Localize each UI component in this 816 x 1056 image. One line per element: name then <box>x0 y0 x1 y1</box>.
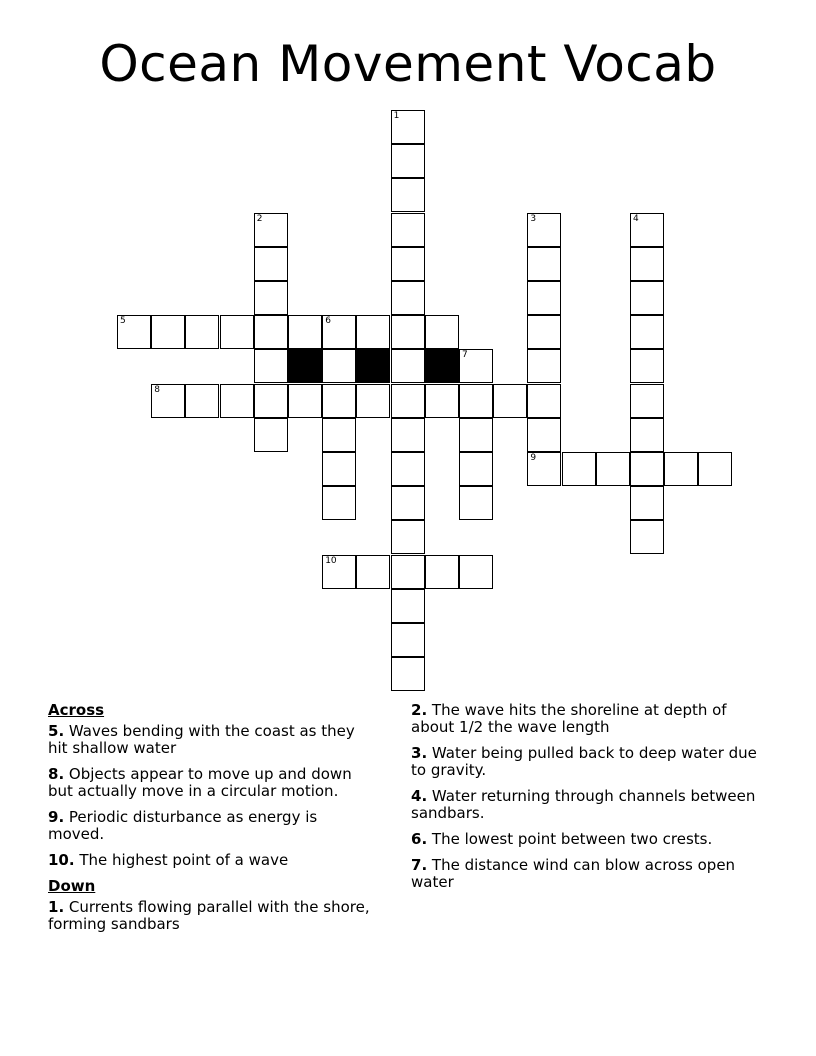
grid-cell[interactable] <box>220 384 254 418</box>
clue-across-9: 9. Periodic disturbance as energy is moved. <box>48 808 318 843</box>
grid-cell[interactable] <box>493 384 527 418</box>
grid-cell[interactable] <box>425 384 459 418</box>
grid-cell[interactable] <box>391 589 425 623</box>
across-heading: Across <box>48 701 105 719</box>
grid-cell[interactable] <box>254 418 288 452</box>
clue-down-7: 7. The distance wind can blow across open water <box>411 856 736 891</box>
clue-text: Objects appear to move up and down but actually move in a circular motion. <box>48 765 352 800</box>
clue-number: 10 <box>48 851 69 869</box>
grid-cell[interactable] <box>527 349 561 383</box>
cell-number: 8 <box>154 384 160 395</box>
cell-number: 4 <box>633 213 639 224</box>
clue-text: Periodic disturbance as energy is moved. <box>48 808 318 843</box>
grid-cell[interactable] <box>527 384 561 418</box>
grid-cell[interactable] <box>185 315 219 349</box>
grid-cell[interactable] <box>527 452 561 486</box>
clue-text: The lowest point between two crests. <box>431 830 713 848</box>
grid-cell[interactable] <box>459 418 493 452</box>
clue-number: 1 <box>48 898 59 916</box>
grid-cell[interactable] <box>391 623 425 657</box>
grid-cell[interactable] <box>391 418 425 452</box>
grid-cell[interactable] <box>527 247 561 281</box>
grid-cell[interactable] <box>356 384 390 418</box>
grid-cell[interactable] <box>356 555 390 589</box>
grid-cell[interactable] <box>459 486 493 520</box>
clue-down-4: 4. Water returning through channels between sandbars. <box>411 787 756 822</box>
cell-number: 6 <box>325 316 331 327</box>
grid-cell[interactable] <box>254 315 288 349</box>
grid-cell[interactable] <box>391 520 425 554</box>
cell-number: 10 <box>325 555 337 566</box>
clue-number: 5 <box>48 722 59 740</box>
grid-cell[interactable] <box>459 384 493 418</box>
grid-cell[interactable] <box>596 452 630 486</box>
black-square <box>425 349 459 383</box>
clues-right-column <box>411 702 761 900</box>
grid-cell[interactable] <box>391 110 425 144</box>
grid-cell[interactable] <box>459 452 493 486</box>
grid-cell[interactable] <box>391 213 425 247</box>
grid-cell[interactable] <box>630 520 664 554</box>
grid-cell[interactable] <box>220 315 254 349</box>
grid-cell[interactable] <box>630 349 664 383</box>
grid-cell[interactable] <box>527 418 561 452</box>
clue-text: The highest point of a wave <box>79 851 289 869</box>
grid-cell[interactable] <box>425 315 459 349</box>
grid-cell[interactable] <box>151 315 185 349</box>
clue-number: 3 <box>411 744 422 762</box>
grid-cell[interactable] <box>630 418 664 452</box>
clue-text: Currents flowing parallel with the shore, forming sandbars <box>48 898 370 933</box>
cell-number: 3 <box>530 213 537 224</box>
grid-cell[interactable] <box>630 281 664 315</box>
grid-cell[interactable] <box>288 384 322 418</box>
cell-number: 1 <box>393 111 400 121</box>
grid-cell[interactable] <box>254 384 288 418</box>
grid-cell[interactable] <box>322 384 356 418</box>
grid-cell[interactable] <box>185 384 219 418</box>
grid-cell[interactable] <box>391 178 425 212</box>
grid-cell[interactable] <box>391 486 425 520</box>
grid-cell[interactable] <box>254 349 288 383</box>
grid-cell[interactable] <box>322 555 356 589</box>
grid-cell[interactable] <box>391 247 425 281</box>
grid-cell[interactable] <box>356 315 390 349</box>
grid-cell[interactable] <box>527 213 561 247</box>
clue-number: 8 <box>48 765 59 783</box>
grid-cell[interactable] <box>527 315 561 349</box>
clue-number: 4 <box>411 787 422 805</box>
black-square <box>288 349 322 383</box>
page-title: Ocean Movement Vocab <box>99 35 717 93</box>
clue-across-10: 10. The highest point of a wave <box>48 851 289 869</box>
grid-cell[interactable] <box>630 486 664 520</box>
grid-cell[interactable] <box>322 452 356 486</box>
grid-cell[interactable] <box>698 452 732 486</box>
grid-cell[interactable] <box>391 281 425 315</box>
cell-number: 7 <box>462 350 468 361</box>
grid-cell[interactable] <box>151 384 185 418</box>
grid-cell[interactable] <box>630 247 664 281</box>
clue-down-3: 3. Water being pulled back to deep water due to gravity. <box>411 744 757 779</box>
clue-number: 2 <box>411 701 422 719</box>
grid-cell[interactable] <box>254 281 288 315</box>
cell-number: 9 <box>530 453 537 463</box>
grid-cell[interactable] <box>630 384 664 418</box>
cell-number: 2 <box>256 213 263 224</box>
clue-down-1: 1. Currents flowing parallel with the shore, forming sandbars <box>48 898 370 933</box>
grid-cell[interactable] <box>391 349 425 383</box>
grid-cell[interactable] <box>254 247 288 281</box>
clue-text: Water returning through channels between sandbars. <box>411 787 756 822</box>
grid-cell[interactable] <box>391 315 425 349</box>
clues-left-column <box>48 702 378 942</box>
grid-cell[interactable] <box>322 349 356 383</box>
clue-down-6: 6. The lowest point between two crests. <box>411 830 713 848</box>
down-heading: Down <box>48 877 96 895</box>
clue-text: Water being pulled back to deep water due to gravity. <box>411 744 757 779</box>
grid-cell[interactable] <box>254 213 288 247</box>
clue-text: The distance wind can blow across open water <box>411 856 736 891</box>
grid-cell[interactable] <box>322 418 356 452</box>
clue-text: Waves bending with the coast as they hit shallow water <box>48 722 355 757</box>
clue-number: 9 <box>48 808 59 826</box>
clue-number: 6 <box>411 830 422 848</box>
clue-text: The wave hits the shoreline at depth of about 1/2 the wave length <box>411 701 727 736</box>
grid-cell[interactable] <box>391 452 425 486</box>
grid-cell[interactable] <box>664 452 698 486</box>
cell-number: 5 <box>120 316 126 327</box>
grid-cell[interactable] <box>459 555 493 589</box>
clue-across-8: 8. Objects appear to move up and down but actually move in a circular motion. <box>48 765 352 800</box>
grid-cell[interactable] <box>527 281 561 315</box>
grid-cell[interactable] <box>391 384 425 418</box>
clue-number: 7 <box>411 856 422 874</box>
grid-cell[interactable] <box>425 555 459 589</box>
grid-cell[interactable] <box>630 213 664 247</box>
grid-cell[interactable] <box>288 315 322 349</box>
grid-cell[interactable] <box>391 555 425 589</box>
grid-cell[interactable] <box>459 349 493 383</box>
grid-cell[interactable] <box>322 486 356 520</box>
grid-cell[interactable] <box>630 315 664 349</box>
grid-cell[interactable] <box>630 452 664 486</box>
black-square <box>356 349 390 383</box>
grid-cell[interactable] <box>391 144 425 178</box>
clue-down-2: 2. The wave hits the shoreline at depth of about 1/2 the wave length <box>411 701 727 736</box>
clue-across-5: 5. Waves bending with the coast as they hit shallow water <box>48 722 355 757</box>
grid-cell[interactable] <box>391 657 425 691</box>
grid-cell[interactable] <box>322 315 356 349</box>
grid-cell[interactable] <box>562 452 596 486</box>
grid-cell[interactable] <box>117 315 151 349</box>
